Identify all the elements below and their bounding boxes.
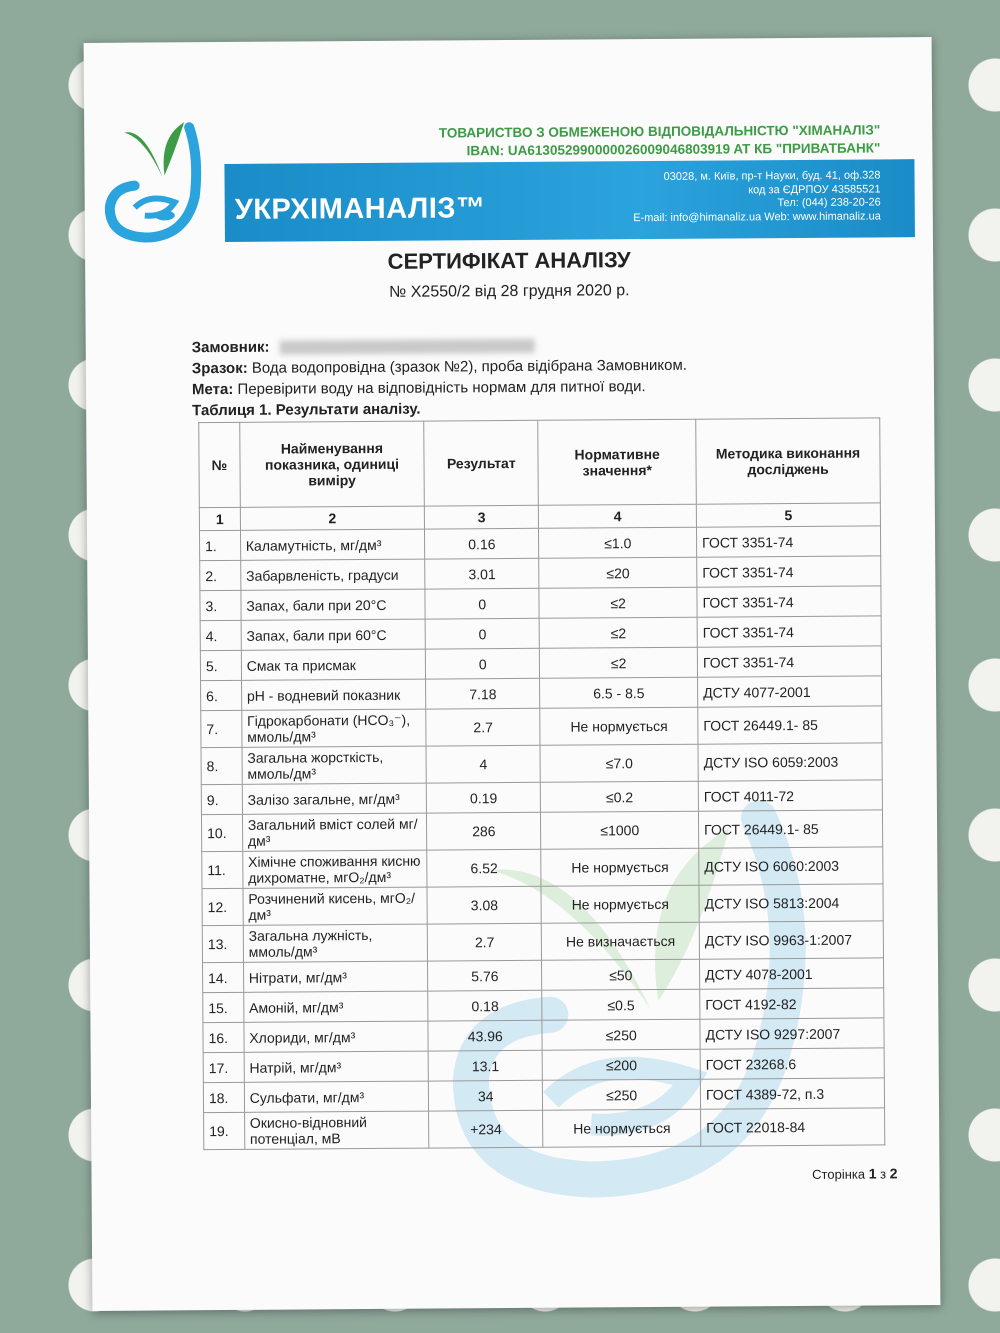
col-number: 4 (539, 504, 697, 528)
method-value: ДСТУ 4077-2001 (698, 676, 882, 707)
row-number: 17. (203, 1052, 244, 1082)
norm-value: ≤0.5 (542, 989, 700, 1020)
norm-value: ≤50 (542, 959, 700, 990)
method-value: ГОСТ 4192-82 (700, 988, 884, 1019)
result-value: 7.18 (426, 678, 540, 709)
row-number: 14. (203, 962, 244, 992)
result-value: 0.19 (426, 782, 540, 813)
method-value: ДСТУ ISO 9297:2007 (700, 1018, 884, 1049)
col-number: 1 (199, 507, 240, 530)
results-table (198, 417, 885, 1150)
table-row (201, 706, 882, 748)
company-phone: Тел: (044) 238-20-26 (777, 196, 881, 210)
result-value: 0 (425, 648, 539, 679)
brand-name: УКРХІМАНАЛІЗ™ (234, 192, 486, 226)
table-caption: Таблиця 1. Результати аналізу. (192, 400, 421, 420)
result-value: 0 (425, 618, 539, 649)
company-iban: IBAN: UA613052990000026009046803919 AT КБ "ПРИВАТБАНК" (466, 140, 881, 159)
company-contacts (633, 169, 881, 225)
norm-value: ≤7.0 (540, 744, 698, 782)
table-row (204, 1108, 885, 1150)
col-number: 2 (240, 506, 425, 530)
sample-label: Зразок: (191, 359, 248, 378)
table-row (200, 616, 881, 651)
result-value: 2.7 (427, 923, 541, 961)
indicator-name: Загальна жорсткість, ммоль/дм³ (242, 746, 427, 784)
sample-value: Вода водопровідна (зразок №2), проба відібрана Замовником. (251, 356, 687, 377)
header-number: № (199, 422, 240, 507)
result-value: 4 (426, 745, 540, 783)
result-value: 43.96 (428, 1020, 542, 1051)
document-number: № Х2550/2 від 28 грудня 2020 р. (389, 282, 630, 301)
page-current: 1 (868, 1165, 877, 1182)
row-number: 16. (203, 1022, 244, 1052)
result-value: 6.52 (427, 849, 541, 887)
row-number: 19. (204, 1112, 245, 1149)
method-value: ДСТУ 4078-2001 (700, 958, 884, 989)
row-number: 12. (202, 888, 243, 925)
indicator-name: Запах, бали при 20°С (241, 589, 426, 620)
indicator-name: Хлориди, мг/дм³ (244, 1021, 429, 1052)
table-row (203, 1018, 884, 1053)
company-edrpou: код за ЄДРПОУ 43585521 (748, 182, 881, 196)
table-row (201, 780, 882, 815)
row-number: 1. (199, 530, 240, 560)
company-address: 03028, м. Київ, пр-т Науки, буд. 41, оф.328 (663, 169, 881, 183)
col-number: 5 (696, 503, 880, 527)
result-value: +234 (429, 1110, 543, 1148)
row-number: 11. (202, 851, 243, 888)
company-info (439, 121, 881, 160)
row-number: 2. (200, 560, 241, 590)
method-value: ГОСТ 3351-74 (697, 646, 881, 677)
table-row (199, 526, 880, 561)
goal-line (192, 376, 687, 400)
document-title: СЕРТИФІКАТ АНАЛІЗУ (387, 247, 631, 274)
result-value: 34 (428, 1080, 542, 1111)
goal-label: Мета: (191, 380, 234, 399)
indicator-name: Залізо загальне, мг/дм³ (242, 783, 427, 814)
row-number: 9. (201, 784, 242, 814)
indicator-name: Окисно-відновний потенціал, мВ (244, 1111, 429, 1149)
method-value: ГОСТ 4011-72 (698, 780, 882, 811)
table-row (201, 810, 882, 852)
norm-value: ≤200 (543, 1049, 701, 1080)
row-number: 4. (200, 620, 241, 650)
table-row (200, 646, 881, 681)
method-value: ГОСТ 3351-74 (697, 556, 881, 587)
indicator-name: Гідрокарбонати (HCO₃⁻), ммоль/дм³ (242, 709, 427, 747)
norm-value: ≤2 (539, 587, 697, 618)
method-value: ГОСТ 4389-72, п.3 (700, 1078, 884, 1109)
norm-value: ≤0.2 (541, 781, 699, 812)
row-number: 18. (203, 1082, 244, 1112)
table-row (202, 847, 883, 889)
document-meta (192, 334, 688, 421)
norm-value: ≤1.0 (539, 527, 697, 558)
table-row (200, 586, 881, 621)
method-value: ГОСТ 26449.1- 85 (698, 706, 882, 744)
table-row (202, 921, 883, 963)
row-number: 10. (201, 814, 242, 851)
indicator-name: Запах, бали при 60°С (241, 619, 426, 650)
header-result: Результат (424, 420, 539, 506)
table-row (201, 743, 882, 785)
customer-redacted (280, 339, 535, 355)
result-value: 0.18 (428, 990, 542, 1021)
method-value: ДСТУ ISO 6060:2003 (699, 847, 883, 885)
row-number: 5. (200, 650, 241, 680)
indicator-name: pH - водневий показник (241, 679, 426, 710)
indicator-name: Загальний вміст солей мг/дм³ (242, 813, 427, 851)
indicator-name: Нітрати, мг/дм³ (243, 961, 428, 992)
norm-value: ≤250 (542, 1019, 700, 1050)
page-number (812, 1165, 897, 1182)
page-of: з (880, 1166, 887, 1182)
company-logo-icon (104, 97, 225, 248)
result-value: 13.1 (428, 1050, 542, 1081)
result-value: 3.01 (425, 558, 539, 589)
method-value: ГОСТ 22018-84 (701, 1108, 885, 1146)
result-value: 5.76 (428, 960, 542, 991)
row-number: 8. (201, 747, 242, 784)
indicator-name: Забарвленість, градуси (240, 559, 425, 590)
certificate-sheet (84, 37, 941, 1311)
table-row (201, 676, 882, 711)
method-value: ГОСТ 23268.6 (700, 1048, 884, 1079)
table-row (203, 988, 884, 1023)
indicator-name: Каламутність, мг/дм³ (240, 529, 425, 560)
norm-value: Не визначається (542, 922, 700, 960)
indicator-name: Натрій, мг/дм³ (244, 1051, 429, 1082)
method-value: ДСТУ ISO 9963-1:2007 (699, 921, 883, 959)
table-row (203, 1078, 884, 1113)
method-value: ГОСТ 3351-74 (697, 526, 881, 557)
header-method: Методика виконання досліджень (696, 418, 881, 504)
norm-value: ≤20 (539, 557, 697, 588)
indicator-name: Сульфати, мг/дм³ (244, 1081, 429, 1112)
method-value: ГОСТ 3351-74 (697, 586, 881, 617)
row-number: 3. (200, 590, 241, 620)
table-row (200, 556, 881, 591)
method-value: ДСТУ ISO 6059:2003 (698, 743, 882, 781)
header-indicator: Найменування показника, одиниці виміру (240, 421, 425, 507)
table-row (203, 958, 884, 993)
table-row (203, 1048, 884, 1083)
company-email: E-mail: info@himanaliz.ua Web: www.himanaliz.ua (633, 209, 881, 224)
norm-value: ≤2 (540, 647, 698, 678)
norm-value: ≤2 (539, 617, 697, 648)
method-value: ГОСТ 3351-74 (697, 616, 881, 647)
col-number: 3 (424, 505, 538, 529)
indicator-name: Хімічне споживання кисню дихроматне, мгО₂/дм³ (242, 850, 427, 888)
norm-value: Не нормується (540, 707, 698, 745)
norm-value: Не нормується (543, 1109, 701, 1147)
method-value: ГОСТ 26449.1- 85 (698, 810, 882, 848)
table-row (202, 884, 883, 926)
result-value: 0 (425, 588, 539, 619)
page-total: 2 (889, 1165, 898, 1182)
company-name: ТОВАРИСТВО З ОБМЕЖЕНОЮ ВІДПОВІДАЛЬНІСТЮ "ХІМАНАЛІЗ" (438, 122, 881, 141)
result-value: 2.7 (426, 708, 540, 746)
result-value: 286 (427, 812, 541, 850)
table-header-row (199, 418, 881, 508)
customer-label: Замовник: (191, 338, 270, 357)
header-norm: Нормативне значення* (538, 419, 696, 505)
row-number: 13. (202, 925, 243, 962)
row-number: 15. (203, 992, 244, 1022)
norm-value: Не нормується (541, 848, 699, 886)
method-value: ДСТУ ISO 5813:2004 (699, 884, 883, 922)
norm-value: ≤1000 (541, 811, 699, 849)
goal-value: Перевірити воду на відповідність нормам для питної води. (237, 378, 646, 398)
row-number: 6. (201, 680, 242, 710)
norm-value: 6.5 - 8.5 (540, 677, 698, 708)
indicator-name: Смак та присмак (241, 649, 426, 680)
result-value: 3.08 (427, 886, 541, 924)
norm-value: Не нормується (541, 885, 699, 923)
page-label: Сторінка (812, 1166, 866, 1182)
result-value: 0.16 (425, 528, 539, 559)
indicator-name: Загальна лужність, ммоль/дм³ (243, 924, 428, 962)
norm-value: ≤250 (543, 1079, 701, 1110)
indicator-name: Розчинений кисень, мгО₂/дм³ (243, 887, 428, 925)
indicator-name: Амоній, мг/дм³ (243, 991, 428, 1022)
row-number: 7. (201, 710, 242, 747)
